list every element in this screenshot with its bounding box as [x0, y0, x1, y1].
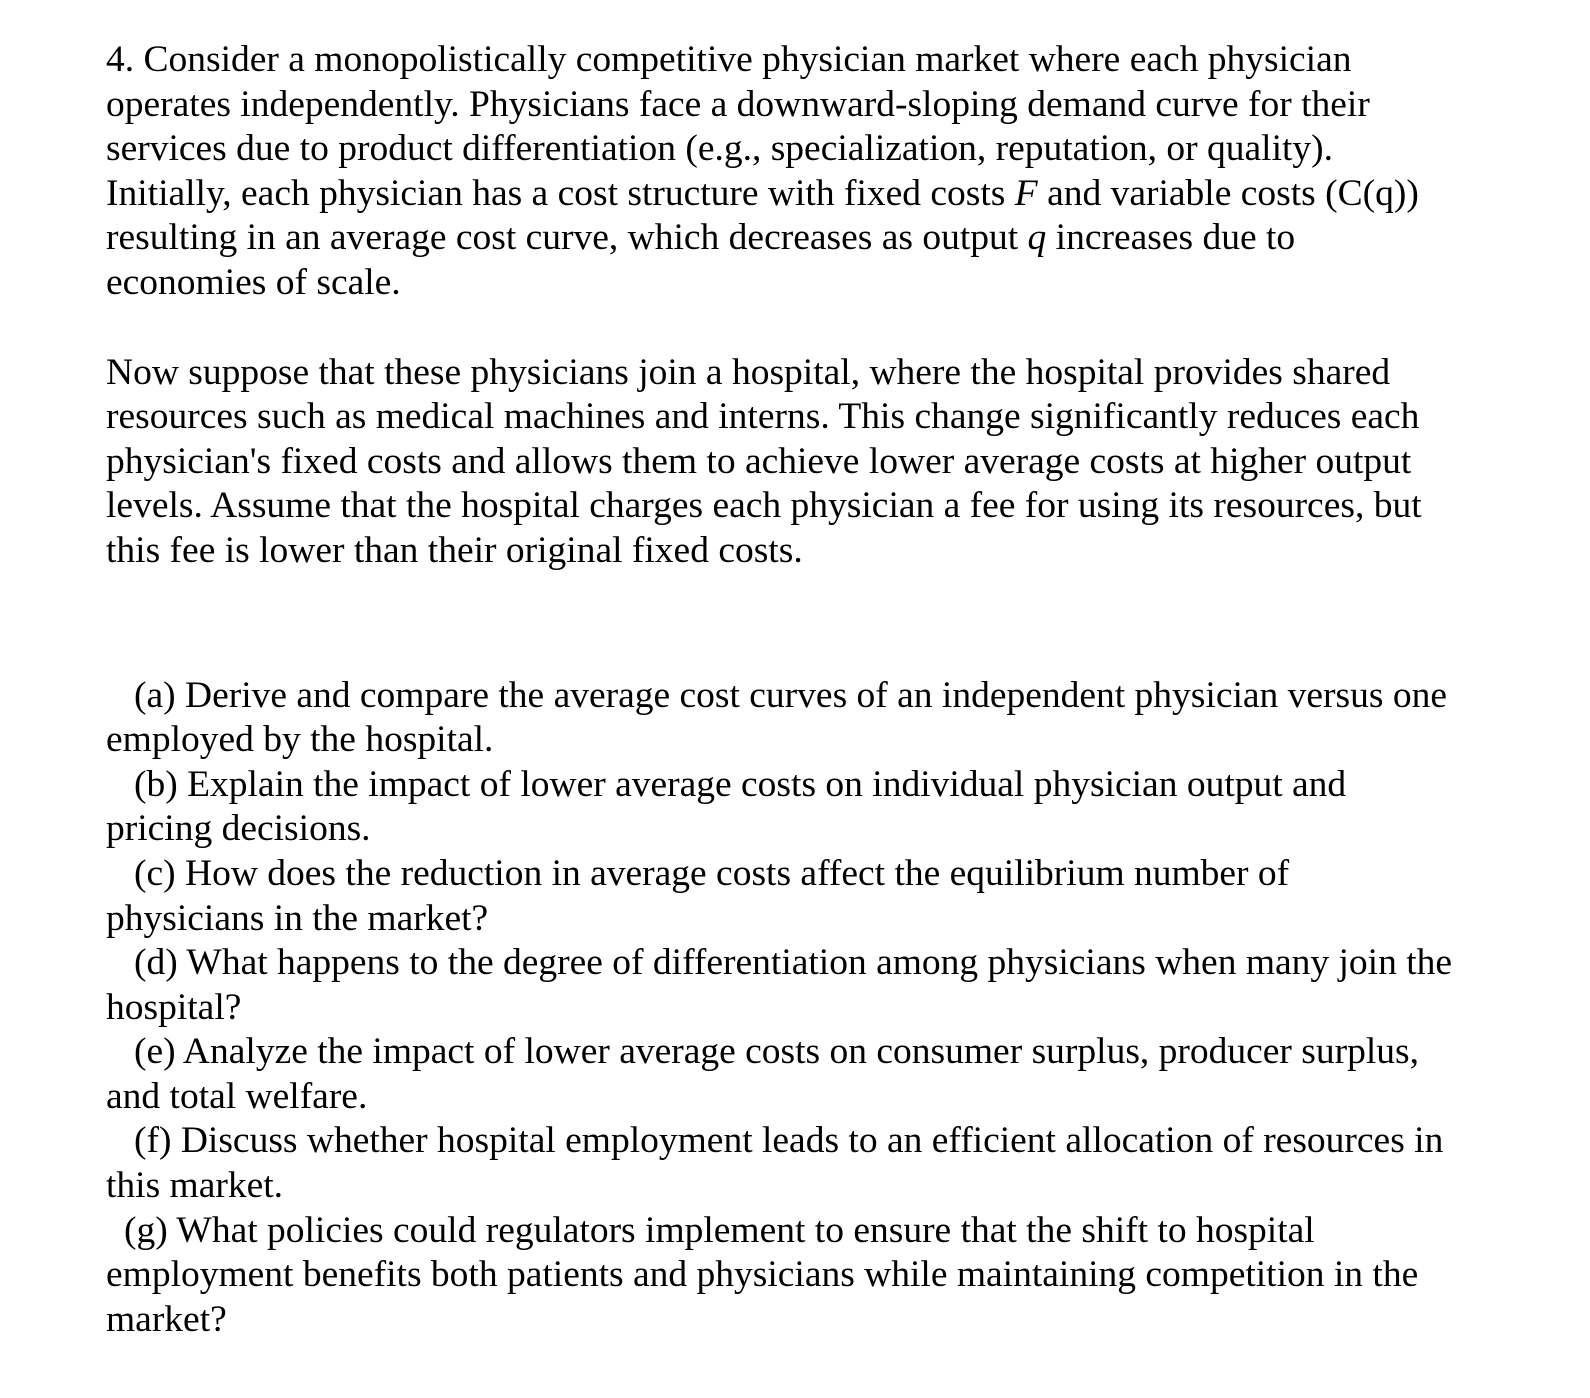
sub-question-line: (a) Derive and compare the average cost curves of an independent physician versus one: [134, 674, 1447, 716]
sub-question-g: [106, 1209, 1546, 1343]
sub-question-line: this market.: [106, 1165, 284, 1207]
sub-question-line: (f) Discuss whether hospital employment leads to an efficient allocation of resources in: [134, 1120, 1444, 1162]
sub-question-a: [106, 674, 1546, 763]
sub-question-line: employment benefits both patients and physicians while maintaining competition in the: [106, 1254, 1419, 1296]
scenario-line: resources such as medical machines and interns. This change significantly reduces each: [106, 396, 1420, 438]
sub-question-line: (b) Explain the impact of lower average costs on individual physician output and: [134, 763, 1347, 805]
intro-text: increases due to: [1046, 217, 1296, 259]
question-intro-paragraph: [106, 38, 1546, 306]
sub-question-c: [106, 852, 1546, 941]
intro-line: economies of scale.: [106, 261, 401, 303]
intro-text: and variable costs (C(q)): [1037, 172, 1419, 214]
scenario-line: levels. Assume that the hospital charges each physician a fee for using its resources, but: [106, 485, 1422, 527]
intro-text: resulting in an average cost curve, which decreases as output: [106, 217, 1028, 259]
sub-question-b: [106, 763, 1546, 852]
sub-question-line: pricing decisions.: [106, 808, 371, 850]
intro-line: [106, 216, 1546, 261]
fixed-cost-symbol: F: [1014, 172, 1038, 214]
sub-question-line: hospital?: [106, 986, 242, 1028]
intro-line: operates independently. Physicians face a downward-sloping demand curve for their: [106, 83, 1370, 125]
intro-line: services due to product differentiation (e.g., specialization, reputation, or quality).: [106, 128, 1334, 170]
intro-line: 4. Consider a monopolistically competitive physician market where each physician: [106, 39, 1352, 80]
scenario-paragraph: [106, 351, 1546, 574]
sub-question-line: (c) How does the reduction in average costs affect the equilibrium number of: [134, 852, 1290, 894]
intro-line: [106, 172, 1546, 217]
sub-question-line: physicians in the market?: [106, 897, 489, 939]
sub-question-line: (e) Analyze the impact of lower average costs on consumer surplus, producer surplus,: [134, 1031, 1420, 1073]
sub-question-line: market?: [106, 1298, 227, 1340]
output-symbol: q: [1027, 217, 1047, 259]
sub-question-line: and total welfare.: [106, 1075, 368, 1117]
sub-question-line: (d) What happens to the degree of differentiation among physicians when many join the: [134, 942, 1453, 984]
document-page: [106, 38, 1546, 1342]
scenario-line: physician's fixed costs and allows them to achieve lower average costs at higher output: [106, 440, 1412, 482]
intro-text: Initially, each physician has a cost structure with fixed costs: [106, 172, 1015, 214]
sub-question-line: (g) What policies could regulators implement to ensure that the shift to hospital: [124, 1209, 1315, 1251]
sub-question-f: [106, 1119, 1546, 1208]
sub-question-line: employed by the hospital.: [106, 719, 494, 761]
scenario-line: this fee is lower than their original fixed costs.: [106, 529, 803, 571]
scenario-line: Now suppose that these physicians join a hospital, where the hospital provides shared: [106, 351, 1391, 393]
sub-question-e: [106, 1030, 1546, 1119]
sub-questions-list: [106, 674, 1546, 1343]
sub-question-d: [106, 941, 1546, 1030]
